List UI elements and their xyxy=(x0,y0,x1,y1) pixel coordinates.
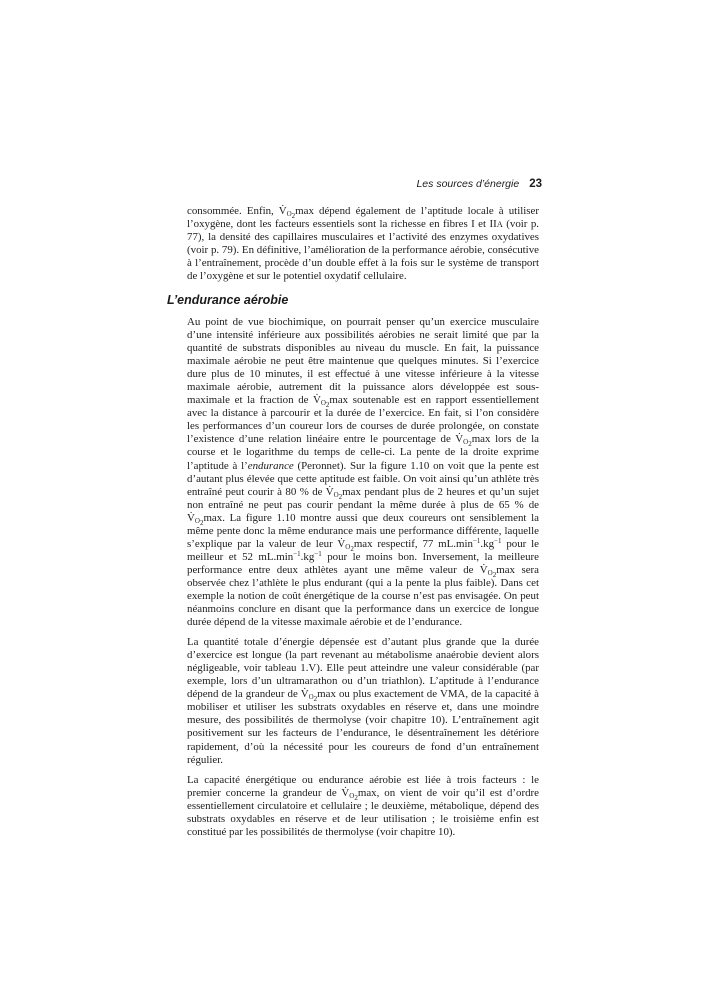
running-title: Les sources d’énergie xyxy=(416,178,520,190)
text-run: consommée. Enfin, xyxy=(187,205,279,217)
vo2-symbol: $V̇_{O_2}$ xyxy=(455,433,472,449)
paragraph-2: La quantité totale d’énergie dépensée est d’autant plus grande que la durée d’exercice est longue (la part revenant au métabolisme anaérobie devient alors négligeable, voir tableau 1.V). Elle peut atteindre une valeur considérable (par exemple, lors d’un ultramarathon ou d’un triathlon). L’aptitude à l’endurance dépend de la grandeur de $V̇_{O_2}\max$ ou plus exactement de VMA, de la capacité à mobiliser et utiliser les substrats oxydables en réserve et, dans une moindre mesure, des possibilités de thermolyse (voir chapitre 10). L’entraînement agit positivement sur les facteurs de l’endurance, le désentraînement les détériore rapidement, d’où la nécessité pour les coureurs de fond d’un entraînement régulier. xyxy=(187,636,539,766)
page-number: 23 xyxy=(529,178,542,190)
vo2-symbol: $V̇_{O_2}$ xyxy=(325,485,343,501)
section-body xyxy=(187,316,539,846)
paragraph-3: La capacité énergétique ou endurance aérobie est liée à trois facteurs : le premier concerne la grandeur de $V̇_{O_2}\max$, on vient de voir qu’il est d’ordre essentiellement circulatoire et cellulaire ; le deuxième, métabolique, dépend des substrats oxydables en réserve et de leur utilisation ; le troisième enfin est constitué par les possibilités de thermolyse (voir chapitre 10). xyxy=(187,773,539,838)
lead-paragraph xyxy=(187,205,539,283)
section-heading: L’endurance aérobie xyxy=(167,293,289,307)
vo2-symbol: $V̇_{O_2}$ xyxy=(341,786,358,802)
text-run: (voir p. 77), la densité des capillaires musculaires et l’activité des enzymes oxydatives (voir p. 79). En définitive, l’amélioration de la performance aérobie, consécutive à l’entraînement, procède d’un double effet à la fois sur le système de transport de l’oxygène et sur le potentiel oxydatif cellulaire. xyxy=(187,218,539,283)
vo2-symbol: $V̇_{O_2}$ xyxy=(187,511,204,527)
running-header xyxy=(175,178,542,192)
endurance-term: endurance xyxy=(247,459,294,472)
text-run: max dépend également de l’aptitude locale à utiliser l’oxygène, dont les facteurs essentiels sont la richesse en fibres I et II xyxy=(187,205,539,231)
vo2-symbol: $V̇_{O_2}$ xyxy=(479,563,497,579)
vo2-symbol: $V̇_{O_2}$ xyxy=(312,394,330,410)
vo2-symbol: $V̇_{O_2}$ xyxy=(300,688,318,704)
paragraph-1: Au point de vue biochimique, on pourrait penser qu’un exercice musculaire d’une intensité inférieure aux possibilités aérobies ne serait limité que par la quantité de substrats disponibles au niveau du muscle. En fait, la puissance maximale aérobie ne peut être maintenue que quelques minutes. Si l’exercice dure plus de 10 minutes, il est effectué à une vitesse inférieure à la vitesse maximale aérobie, autrement dit la puissance alors développée est sous-maximale et la fraction de $V̇_{O_2}\max$ soutenable est en rapport essentiellement avec la distance à parcourir et la durée de l’exercice. En fait, si l’on considère les performances d’un coureur lors de courses de durée prolongée, on constate l’existence d’une relation linéaire entre le pourcentage de $V̇_{O_2}\max$ lors de la course et le logarithme du temps de celle-ci. La pente de la droite exprime l’aptitude à l’endurance (Peronnet). Sur la figure 1.10 on voit que la pente est d’autant plus élevée que cette aptitude est faible. On voit ainsi qu’un athlète très entraîné peut courir à 80 % de $V̇_{O_2}\max$ pendant plus de 2 heures et qu’un sujet non entraîné ne peut pas courir pendant la même durée à plus de 65 % de $V̇_{O_2}\max$. La figure 1.10 montre aussi que deux coureurs ont sensiblement la même pente donc la même endurance mais une performance différente, laquelle s’explique par la valeur de leur $V̇_{O_2}\max$ respectif, 77 $mL.\min^{-1}.kg^{-1}$ pour le meilleur et 52 $mL.\min^{-1}.kg^{-1}$ pour le moins bon. Inversement, la meilleure performance entre deux athlètes ayant une même valeur de $V̇_{O_2}\max$ sera observée chez l’athlète le plus endurant (qui a la pente la plus faible). Dans cet exemple la notion de coût énergétique de la course n’est pas envisagée. On peut néanmoins conclure en disant que la performance dans un exercice de longue durée dépend de la vitesse maximale aérobie et de l’endurance. xyxy=(187,316,540,629)
fiber-type-suffix: A xyxy=(496,219,503,230)
vo2-symbol: $V̇_{O_2}$ xyxy=(337,537,354,553)
vo2-symbol: $V̇_{O_2}$ xyxy=(278,205,296,220)
